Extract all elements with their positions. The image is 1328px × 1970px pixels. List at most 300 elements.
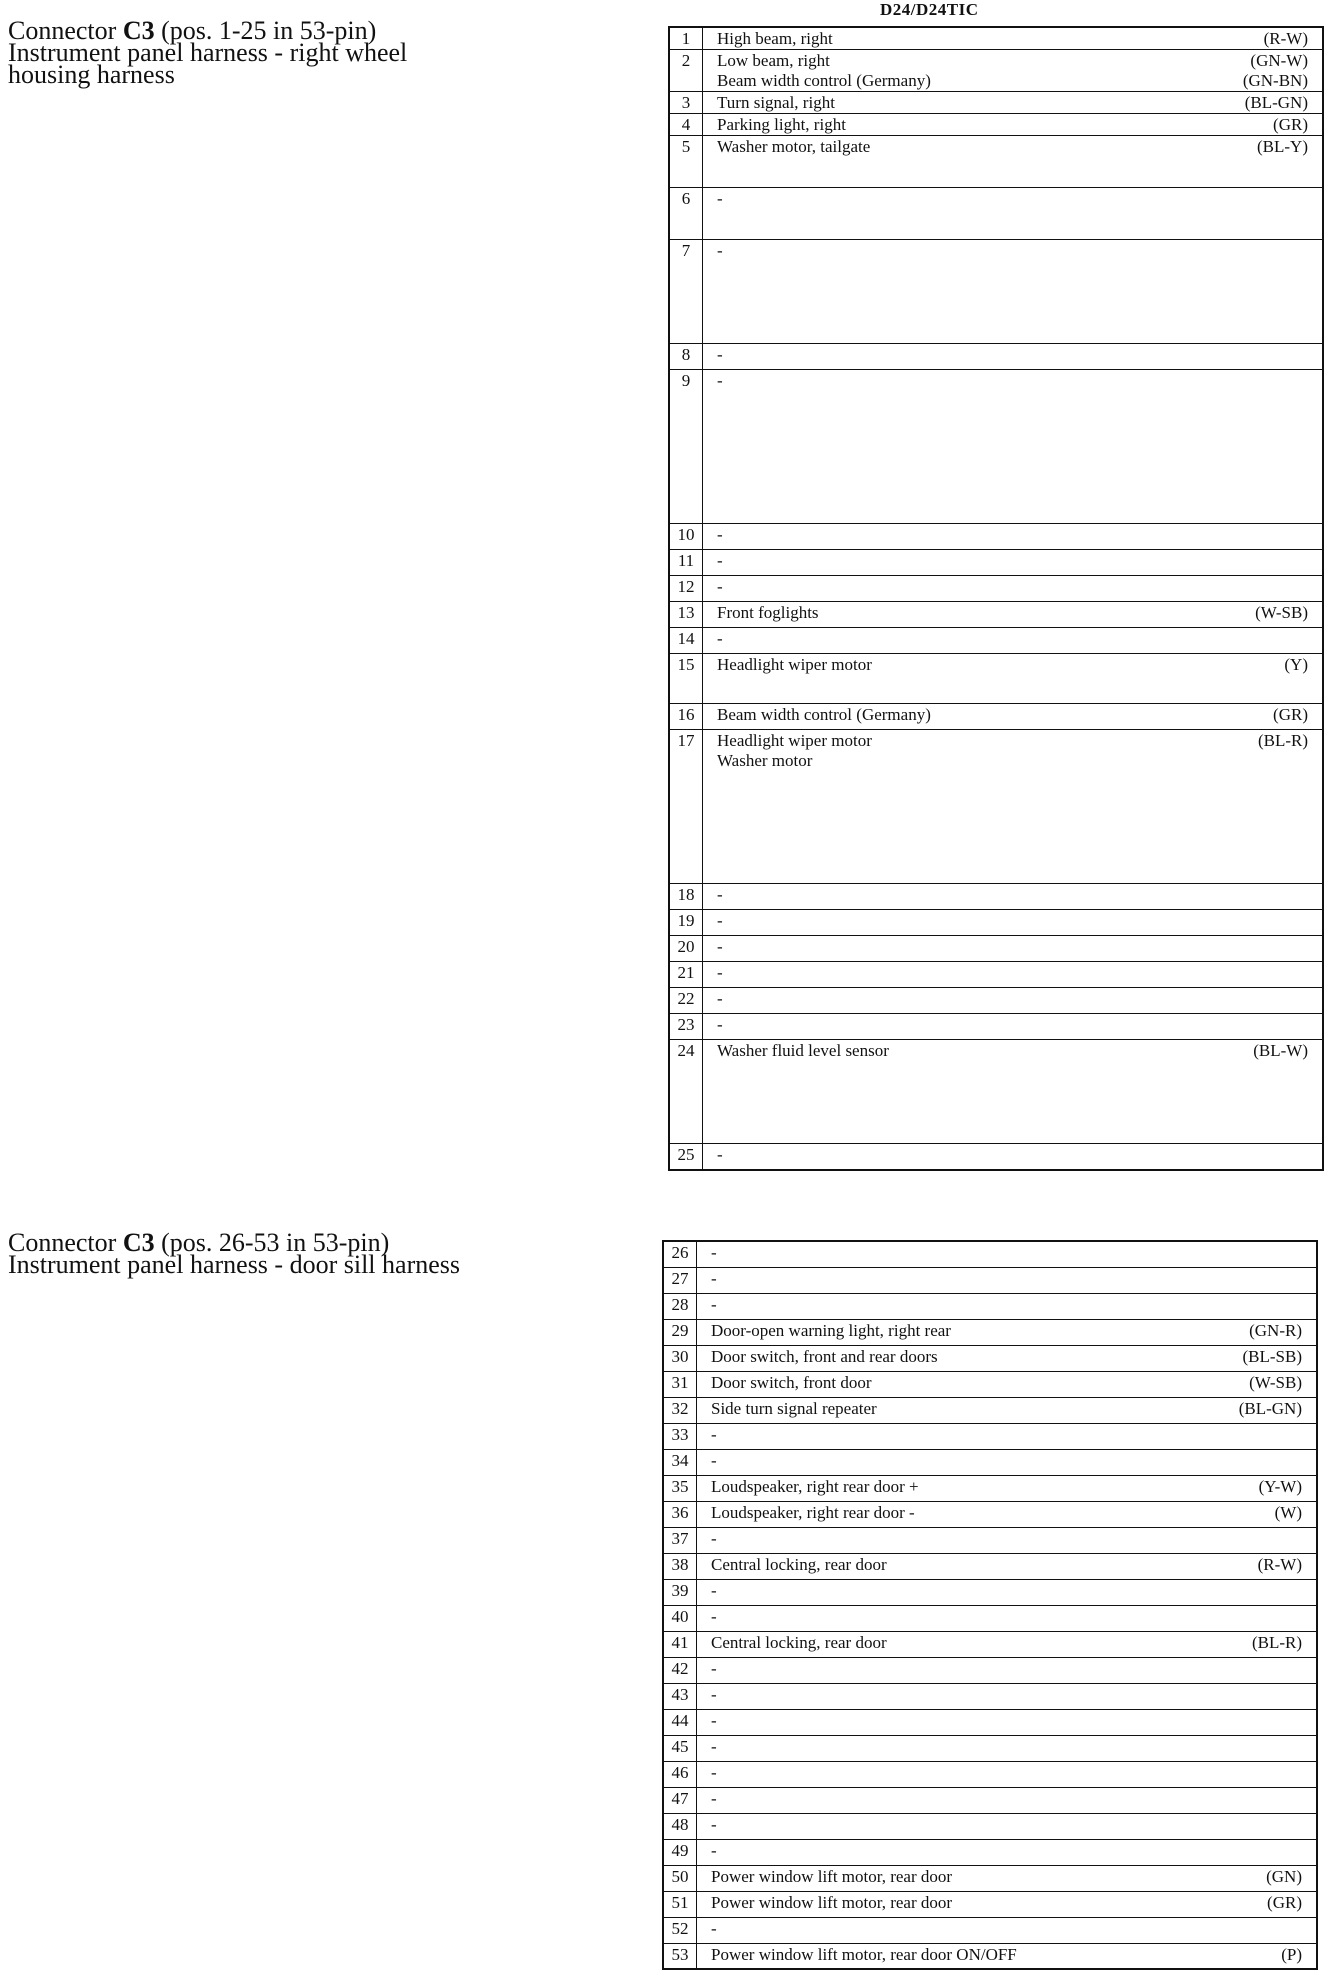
pin-number: 13: [669, 602, 703, 628]
wire-color-code: (W-SB): [1249, 1372, 1302, 1392]
table-row: [669, 524, 1323, 550]
circuit-label: Beam width control (Germany): [717, 71, 931, 90]
connector-heading-pos-1-25: [8, 16, 408, 89]
pin-number: 8: [669, 344, 703, 370]
circuit-entry: [717, 115, 1308, 135]
circuit-entry: [711, 1685, 1302, 1705]
pin-description: [703, 654, 1324, 704]
pin-number: 49: [663, 1839, 697, 1865]
wire-color-code: [1288, 551, 1308, 571]
circuit-entry: [711, 1737, 1302, 1757]
wire-color-code: [1282, 1451, 1302, 1471]
pin-number: 44: [663, 1709, 697, 1735]
wire-color-code: [1282, 1815, 1302, 1835]
connector-id: C3: [122, 1228, 155, 1257]
circuit-label: -: [711, 1684, 717, 1704]
pin-description: [697, 1267, 1318, 1293]
table-row: [669, 50, 1323, 92]
circuit-entry: [717, 29, 1308, 49]
table-row: [663, 1865, 1317, 1891]
circuit-label: -: [711, 1268, 717, 1288]
wire-color-code: [1282, 1295, 1302, 1315]
pin-description: [703, 524, 1324, 550]
table-row: [663, 1527, 1317, 1553]
table-row: [663, 1371, 1317, 1397]
table-row: [663, 1891, 1317, 1917]
circuit-label: -: [717, 989, 723, 1008]
circuit-entry: [711, 1477, 1302, 1497]
circuit-entry: [717, 241, 1308, 261]
wire-color-code: (GN-R): [1249, 1320, 1302, 1340]
pin-number: 35: [663, 1475, 697, 1501]
wire-color-code: [1288, 345, 1308, 365]
wire-color-code: [1282, 1841, 1302, 1861]
wire-color-code: (GR): [1267, 1892, 1302, 1912]
circuit-label: -: [717, 937, 723, 956]
table-row: [669, 370, 1323, 524]
pin-description: [703, 136, 1324, 188]
pin-number: 52: [663, 1917, 697, 1943]
wire-color-code: [1288, 885, 1308, 905]
pin-description: [697, 1839, 1318, 1865]
pin-description: [703, 962, 1324, 988]
table-row: [663, 1267, 1317, 1293]
pin-number: 43: [663, 1683, 697, 1709]
table-row: [669, 602, 1323, 628]
connector-id: C3: [122, 16, 155, 45]
wire-color-code: [1282, 1607, 1302, 1627]
wire-color-code: (P): [1281, 1944, 1302, 1964]
circuit-entry: [711, 1633, 1302, 1653]
wire-color-code: [1282, 1243, 1302, 1263]
circuit-entry: [711, 1659, 1302, 1679]
pin-number: 40: [663, 1605, 697, 1631]
wire-color-code: [1288, 241, 1308, 261]
circuit-entry: [717, 655, 1308, 675]
table-row: [663, 1813, 1317, 1839]
circuit-entry: [717, 911, 1308, 931]
pin-number: 15: [669, 654, 703, 704]
circuit-entry: [717, 577, 1308, 597]
wire-color-code: [1282, 1685, 1302, 1705]
pin-number: 41: [663, 1631, 697, 1657]
pin-description: [703, 910, 1324, 936]
pin-description: [703, 370, 1324, 524]
table-row: [663, 1475, 1317, 1501]
pin-number: 11: [669, 550, 703, 576]
circuit-label: -: [711, 1424, 717, 1444]
table-row: [669, 550, 1323, 576]
pin-description: [697, 1475, 1318, 1501]
circuit-entry: [717, 71, 1308, 91]
table-row: [663, 1735, 1317, 1761]
wire-color-code: (BL-Y): [1257, 137, 1308, 156]
circuit-label: Turn signal, right: [717, 93, 835, 112]
pin-description: [697, 1787, 1318, 1813]
table-row: [663, 1683, 1317, 1709]
pin-number: 53: [663, 1943, 697, 1969]
pin-number: 1: [669, 27, 703, 50]
circuit-entry: [711, 1347, 1302, 1367]
circuit-entry: [717, 189, 1308, 209]
circuit-label: Headlight wiper motor: [717, 731, 872, 750]
pin-number: 16: [669, 704, 703, 730]
circuit-label: Washer motor, tailgate: [717, 137, 871, 156]
circuit-label: Central locking, rear door: [711, 1632, 887, 1652]
pin-number: 18: [669, 884, 703, 910]
wire-color-code: (GN): [1266, 1866, 1302, 1886]
table-row: [669, 240, 1323, 344]
circuit-entry: [717, 1041, 1308, 1061]
circuit-entry: [711, 1425, 1302, 1445]
circuit-entry: [717, 93, 1308, 113]
pin-description: [697, 1865, 1318, 1891]
circuit-label: -: [717, 911, 723, 930]
pin-description: [697, 1579, 1318, 1605]
wire-color-code: [1282, 1789, 1302, 1809]
pin-description: [703, 92, 1324, 114]
heading-line-2: Instrument panel harness - door sill harness: [8, 1250, 461, 1279]
pin-number: 21: [669, 962, 703, 988]
pin-description: [697, 1293, 1318, 1319]
circuit-entry: [717, 705, 1308, 725]
circuit-label: -: [717, 189, 723, 208]
circuit-label: -: [711, 1840, 717, 1860]
pin-number: 45: [663, 1735, 697, 1761]
table-row: [663, 1345, 1317, 1371]
table-row: [669, 1144, 1323, 1170]
pin-description: [697, 1319, 1318, 1345]
circuit-label: -: [717, 525, 723, 544]
table-row: [663, 1319, 1317, 1345]
pin-number: 22: [669, 988, 703, 1014]
table-row: [669, 188, 1323, 240]
wire-color-code: (BL-R): [1257, 731, 1308, 750]
circuit-label: -: [717, 371, 723, 390]
connector-heading-pos-26-53: [8, 1228, 461, 1279]
model-label: D24/D24TIC: [880, 0, 979, 19]
wire-color-code: [1288, 1015, 1308, 1035]
circuit-label: Power window lift motor, rear door: [711, 1866, 953, 1886]
pin-description: [697, 1657, 1318, 1683]
pin-description: [703, 1144, 1324, 1170]
table-row: [669, 910, 1323, 936]
pin-number: 5: [669, 136, 703, 188]
pin-description: [703, 240, 1324, 344]
wire-color-code: [1288, 911, 1308, 931]
pin-description: [697, 1397, 1318, 1423]
table-row: [663, 1293, 1317, 1319]
table-row: [663, 1761, 1317, 1787]
circuit-label: Loudspeaker, right rear door -: [711, 1502, 915, 1522]
heading-line-3: housing harness: [8, 60, 175, 89]
pin-description: [697, 1241, 1318, 1267]
table-row: [663, 1501, 1317, 1527]
circuit-entry: [717, 629, 1308, 649]
wire-color-code: [1288, 525, 1308, 545]
circuit-entry: [717, 137, 1308, 157]
circuit-entry: [711, 1243, 1302, 1263]
pin-description: [703, 550, 1324, 576]
circuit-label: -: [717, 1145, 723, 1164]
table-row: [663, 1579, 1317, 1605]
circuit-entry: [711, 1295, 1302, 1315]
pin-description: [697, 1371, 1318, 1397]
pin-number: 39: [663, 1579, 697, 1605]
pin-description: [703, 884, 1324, 910]
wire-color-code: [1282, 1581, 1302, 1601]
table-row: [663, 1709, 1317, 1735]
pin-description: [703, 188, 1324, 240]
circuit-entry: [717, 885, 1308, 905]
table-row: [669, 1040, 1323, 1144]
pin-number: 33: [663, 1423, 697, 1449]
circuit-entry: [711, 1919, 1302, 1939]
circuit-label: -: [717, 577, 723, 596]
circuit-label: -: [711, 1788, 717, 1808]
circuit-label: Beam width control (Germany): [717, 705, 931, 724]
circuit-label: Door switch, front door: [711, 1372, 872, 1392]
wire-color-code: (Y-W): [1258, 1476, 1302, 1496]
wire-color-code: [1282, 1919, 1302, 1939]
table-row: [663, 1839, 1317, 1865]
wire-color-code: [1282, 1269, 1302, 1289]
wire-color-code: (BL-GN): [1244, 93, 1308, 112]
pin-number: 23: [669, 1014, 703, 1040]
circuit-label: Headlight wiper motor: [717, 655, 872, 674]
pin-number: 2: [669, 50, 703, 92]
wire-color-code: [1282, 1763, 1302, 1783]
pin-description: [697, 1501, 1318, 1527]
wire-color-code: [1282, 1711, 1302, 1731]
circuit-entry: [717, 551, 1308, 571]
pin-table-1-25: [668, 26, 1324, 1171]
table-row: [669, 936, 1323, 962]
circuit-label: -: [711, 1294, 717, 1314]
wire-color-code: [1288, 751, 1308, 771]
circuit-label: -: [711, 1243, 717, 1262]
pin-number: 50: [663, 1865, 697, 1891]
circuit-label: -: [717, 1015, 723, 1034]
pin-number: 26: [663, 1241, 697, 1267]
wire-color-code: [1282, 1659, 1302, 1679]
table-row: [669, 884, 1323, 910]
circuit-entry: [711, 1893, 1302, 1913]
table-row: [669, 344, 1323, 370]
wire-color-code: [1288, 577, 1308, 597]
pin-number: 38: [663, 1553, 697, 1579]
circuit-entry: [711, 1763, 1302, 1783]
circuit-label: -: [717, 963, 723, 982]
pin-number: 36: [663, 1501, 697, 1527]
wire-color-code: (BL-R): [1251, 1632, 1302, 1652]
table-row: [663, 1553, 1317, 1579]
pin-description: [697, 1709, 1318, 1735]
circuit-label: Central locking, rear door: [711, 1554, 887, 1574]
circuit-entry: [711, 1529, 1302, 1549]
pin-description: [703, 576, 1324, 602]
table-row: [663, 1787, 1317, 1813]
wire-color-code: (Y): [1284, 655, 1308, 674]
circuit-label: Door-open warning light, right rear: [711, 1320, 951, 1340]
wire-color-code: (GN-BN): [1242, 71, 1308, 90]
pin-description: [697, 1761, 1318, 1787]
circuit-label: -: [711, 1606, 717, 1626]
heading-suffix: (pos. 1-25 in 53-pin): [154, 16, 377, 45]
circuit-label: -: [717, 241, 723, 260]
table-row: [669, 114, 1323, 136]
pin-description: [697, 1605, 1318, 1631]
circuit-label: Washer motor: [717, 751, 813, 770]
wire-color-code: [1288, 629, 1308, 649]
circuit-entry: [717, 963, 1308, 983]
circuit-label: Washer fluid level sensor: [717, 1041, 889, 1060]
pin-number: 51: [663, 1891, 697, 1917]
circuit-label: Power window lift motor, rear door ON/OFF: [711, 1944, 1017, 1964]
circuit-label: -: [711, 1710, 717, 1730]
circuit-label: Loudspeaker, right rear door +: [711, 1476, 919, 1496]
table-row: [669, 654, 1323, 704]
pin-description: [697, 1943, 1318, 1969]
pin-number: 48: [663, 1813, 697, 1839]
pin-description: [697, 1527, 1318, 1553]
circuit-entry: [711, 1711, 1302, 1731]
pin-number: 19: [669, 910, 703, 936]
wire-color-code: [1288, 1145, 1308, 1165]
pin-number: 30: [663, 1345, 697, 1371]
circuit-label: -: [711, 1736, 717, 1756]
pin-number: 25: [669, 1144, 703, 1170]
pin-description: [703, 50, 1324, 92]
pin-description: [703, 1014, 1324, 1040]
wire-color-code: [1282, 1529, 1302, 1549]
circuit-entry: [711, 1867, 1302, 1887]
pin-description: [697, 1631, 1318, 1657]
circuit-entry: [717, 989, 1308, 1009]
pin-description: [697, 1345, 1318, 1371]
pin-number: 3: [669, 92, 703, 114]
heading-prefix: Connector: [8, 16, 123, 45]
pin-number: 20: [669, 936, 703, 962]
pin-number: 9: [669, 370, 703, 524]
table-row: [669, 628, 1323, 654]
circuit-entry: [711, 1815, 1302, 1835]
circuit-label: -: [717, 629, 723, 648]
circuit-entry: [711, 1399, 1302, 1419]
pin-number: 27: [663, 1267, 697, 1293]
table-row: [663, 1631, 1317, 1657]
pin-description: [697, 1423, 1318, 1449]
pin-description: [703, 704, 1324, 730]
circuit-entry: [717, 371, 1308, 391]
wire-color-code: [1288, 963, 1308, 983]
table-row: [669, 988, 1323, 1014]
circuit-entry: [717, 751, 1308, 771]
circuit-label: Low beam, right: [717, 51, 830, 70]
pin-description: [703, 988, 1324, 1014]
table-row: [663, 1241, 1317, 1267]
pin-number: 42: [663, 1657, 697, 1683]
pin-description: [703, 344, 1324, 370]
table-row: [669, 1014, 1323, 1040]
wire-color-code: (W-SB): [1255, 603, 1308, 622]
table-row: [669, 27, 1323, 50]
wire-color-code: (GR): [1273, 705, 1308, 724]
table-row: [663, 1657, 1317, 1683]
circuit-label: -: [711, 1918, 717, 1938]
circuit-entry: [717, 345, 1308, 365]
circuit-entry: [711, 1841, 1302, 1861]
table-row: [663, 1917, 1317, 1943]
pin-description: [697, 1917, 1318, 1943]
pin-description: [697, 1683, 1318, 1709]
circuit-entry: [711, 1789, 1302, 1809]
circuit-entry: [711, 1373, 1302, 1393]
wire-color-code: (R-W): [1257, 1554, 1302, 1574]
circuit-label: -: [711, 1450, 717, 1470]
table-row: [669, 962, 1323, 988]
wire-color-code: [1288, 371, 1308, 391]
table-row: [663, 1449, 1317, 1475]
pin-description: [697, 1553, 1318, 1579]
circuit-label: Door switch, front and rear doors: [711, 1346, 938, 1366]
pin-number: 6: [669, 188, 703, 240]
heading-line-2: Instrument panel harness - right wheel: [8, 38, 408, 67]
circuit-entry: [717, 51, 1308, 71]
table-row: [663, 1605, 1317, 1631]
pin-description: [697, 1735, 1318, 1761]
circuit-entry: [711, 1451, 1302, 1471]
pin-number: 46: [663, 1761, 697, 1787]
circuit-label: -: [711, 1814, 717, 1834]
pin-number: 47: [663, 1787, 697, 1813]
pin-number: 17: [669, 730, 703, 884]
circuit-label: Side turn signal repeater: [711, 1398, 877, 1418]
pin-description: [697, 1891, 1318, 1917]
pin-description: [703, 628, 1324, 654]
pin-number: 12: [669, 576, 703, 602]
pin-description: [697, 1813, 1318, 1839]
circuit-label: -: [717, 345, 723, 364]
circuit-entry: [711, 1503, 1302, 1523]
pin-number: 10: [669, 524, 703, 550]
wire-color-code: (BL-W): [1253, 1041, 1308, 1060]
pin-number: 14: [669, 628, 703, 654]
circuit-label: Power window lift motor, rear door: [711, 1892, 953, 1912]
circuit-label: High beam, right: [717, 29, 833, 48]
circuit-label: -: [711, 1658, 717, 1678]
circuit-label: -: [711, 1528, 717, 1548]
table-row: [669, 92, 1323, 114]
circuit-entry: [711, 1607, 1302, 1627]
circuit-label: -: [717, 551, 723, 570]
wire-color-code: (GN-W): [1250, 51, 1308, 70]
pin-number: 7: [669, 240, 703, 344]
circuit-entry: [717, 731, 1308, 751]
pin-description: [703, 936, 1324, 962]
circuit-entry: [717, 525, 1308, 545]
wire-color-code: [1288, 989, 1308, 1009]
circuit-label: -: [711, 1762, 717, 1782]
wire-color-code: [1288, 189, 1308, 209]
pin-number: 31: [663, 1371, 697, 1397]
table-row: [663, 1397, 1317, 1423]
wire-color-code: [1288, 937, 1308, 957]
pin-description: [703, 27, 1324, 50]
wire-color-code: [1282, 1425, 1302, 1445]
wire-color-code: (BL-SB): [1242, 1346, 1302, 1366]
pin-description: [703, 114, 1324, 136]
